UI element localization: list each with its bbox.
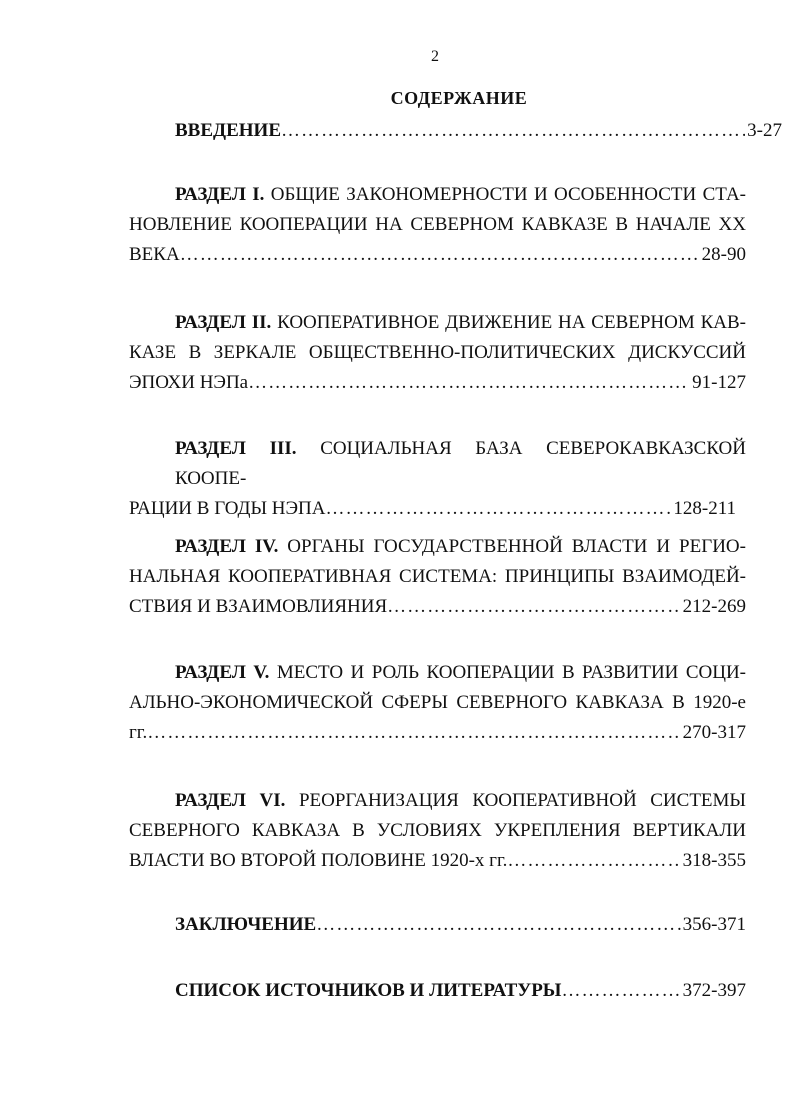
toc-section-6-line-2: СЕВЕРНОГО КАВКАЗА В УСЛОВИЯХ УКРЕПЛЕНИЯ ВЕРТИКАЛИ	[129, 820, 746, 841]
toc-section-5-label: РАЗДЕЛ V.	[175, 662, 270, 683]
toc-leader-dots	[281, 116, 745, 146]
toc-section-2-line-1: КООПЕРАТИВНОЕ ДВИЖЕНИЕ НА СЕВЕРНОМ КАВ-	[277, 312, 746, 333]
toc-entry-section-4	[129, 532, 746, 622]
toc-leader-dots	[147, 718, 680, 748]
toc-section-4-line-2: НАЛЬНАЯ КООПЕРАТИВНАЯ СИСТЕМА: ПРИНЦИПЫ ВЗАИМОДЕЙ-	[129, 566, 746, 587]
toc-section-6-label: РАЗДЕЛ VI.	[175, 790, 286, 811]
toc-section-2-label: РАЗДЕЛ II.	[175, 312, 272, 333]
toc-section-1-line-1: ОБЩИЕ ЗАКОНОМЕРНОСТИ И ОСОБЕННОСТИ СТА-	[270, 184, 746, 205]
toc-entry-introduction	[129, 116, 782, 146]
toc-introduction-pages: 3-27	[747, 120, 782, 141]
toc-entry-section-1	[129, 180, 746, 270]
toc-leader-dots	[248, 368, 690, 398]
toc-section-2-pages: 91-127	[692, 372, 746, 393]
toc-section-1-pages: 28-90	[701, 244, 746, 265]
toc-entry-section-5	[129, 658, 746, 748]
toc-section-3-last-line: РАЦИИ В ГОДЫ НЭПА	[129, 498, 326, 519]
toc-section-1-label: РАЗДЕЛ I.	[175, 184, 265, 205]
toc-entry-sources	[129, 976, 746, 1006]
toc-section-2-last-line: ЭПОХИ НЭПа	[129, 372, 249, 393]
toc-section-3-label: РАЗДЕЛ III.	[175, 438, 297, 459]
page-title: СОДЕРЖАНИЕ	[390, 88, 528, 108]
toc-entry-section-3	[129, 434, 746, 524]
toc-section-5-pages: 270-317	[682, 722, 746, 743]
toc-section-1-last-line: ВЕКА	[129, 244, 180, 265]
toc-section-3-line-1: СОЦИАЛЬНАЯ БАЗА СЕВЕРОКАВКАЗСКОЙ КООПЕ-	[175, 438, 746, 489]
toc-section-4-last-line: СТВИЯ И ВЗАИМОВЛИЯНИЯ	[129, 596, 388, 617]
toc-sources-title: СПИСОК ИСТОЧНИКОВ И ЛИТЕРАТУРЫ	[175, 980, 562, 1001]
toc-conclusion-title: ЗАКЛЮЧЕНИЕ	[175, 914, 317, 935]
toc-section-6-line-1: РЕОРГАНИЗАЦИЯ КООПЕРАТИВНОЙ СИСТЕМЫ	[298, 790, 747, 811]
toc-section-5-line-1: МЕСТО И РОЛЬ КООПЕРАЦИИ В РАЗВИТИИ СОЦИ-	[276, 662, 747, 683]
toc-entry-conclusion	[129, 910, 746, 940]
toc-section-5-line-2: АЛЬНО-ЭКОНОМИЧЕСКОЙ СФЕРЫ СЕВЕРНОГО КАВКАЗА В 1920-е	[129, 692, 746, 713]
toc-entry-section-2	[129, 308, 746, 398]
toc-section-3-pages: 128-211	[673, 498, 736, 519]
toc-leader-dots	[316, 910, 680, 940]
toc-section-6-last-line: ВЛАСТИ ВО ВТОРОЙ ПОЛОВИНЕ 1920-х гг.	[129, 850, 508, 871]
toc-entry-section-6	[129, 786, 746, 876]
toc-introduction-title: ВВЕДЕНИЕ	[175, 120, 281, 141]
toc-section-4-line-1: ОРГАНЫ ГОСУДАРСТВЕННОЙ ВЛАСТИ И РЕГИО-	[287, 536, 746, 557]
toc-section-6-pages: 318-355	[682, 850, 746, 871]
page-number: 2	[431, 48, 439, 65]
toc-section-5-last-line: гг.	[129, 722, 148, 743]
toc-section-2-line-2: КАЗЕ В ЗЕРКАЛЕ ОБЩЕСТВЕННО-ПОЛИТИЧЕСКИХ ДИСКУССИЙ	[129, 342, 746, 363]
toc-leader-dots	[507, 846, 680, 876]
toc-conclusion-pages: 356-371	[682, 914, 746, 935]
toc-leader-dots	[180, 240, 700, 270]
toc-section-4-label: РАЗДЕЛ IV.	[175, 536, 279, 557]
toc-section-4-pages: 212-269	[682, 596, 746, 617]
toc-sources-pages: 372-397	[682, 980, 746, 1001]
toc-section-1-line-2: НОВЛЕНИЕ КООПЕРАЦИИ НА СЕВЕРНОМ КАВКАЗЕ В НАЧАЛЕ XX	[129, 214, 746, 235]
toc-leader-dots	[561, 976, 680, 1006]
toc-leader-dots	[387, 592, 681, 622]
toc-leader-dots	[325, 494, 671, 524]
